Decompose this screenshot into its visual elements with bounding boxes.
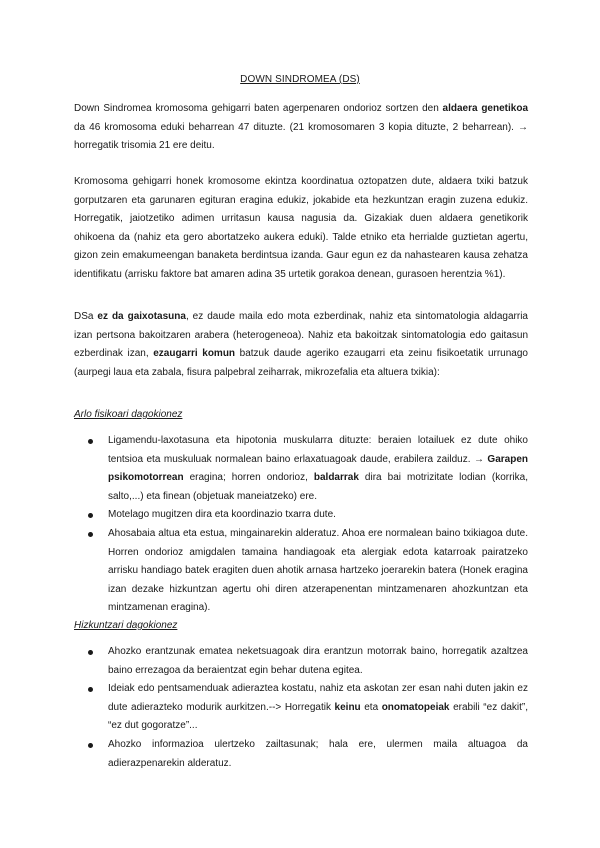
bullet-icon xyxy=(88,532,93,537)
list-item: Ideiak edo pentsamenduak adieraztea kostatu, nahiz eta askotan zer esan nahi duten jakin ez dute adierazteko modurik aurkitzen.--> Horregatik keinu eta onomatopeiak erabili “ez dakit”, “ez dut gogoratze”... xyxy=(74,680,528,736)
paragraph-intro xyxy=(74,100,528,156)
bold-gestures: keinu xyxy=(334,701,361,713)
p3-bold-common-traits: ezaugarri komun xyxy=(153,348,236,360)
intro-bold-genetic-variant: aldaera genetikoa xyxy=(442,103,528,114)
p3-bold-not-disease: ez da gaixotasuna xyxy=(97,311,186,322)
document-title: DOWN SINDROMEA (DS) xyxy=(240,74,360,85)
physical-list xyxy=(74,432,528,618)
section-heading-physical: Arlo fisikoari dagokionez xyxy=(74,409,183,420)
paragraph-not-disease xyxy=(74,308,528,382)
bullet-icon xyxy=(88,513,93,518)
bullet-icon xyxy=(88,743,93,748)
bold-clumsy: baldarrak xyxy=(313,472,359,484)
bold-psychomotor: Garapen psikomotorrean xyxy=(108,453,528,484)
list-item: Ligamendu-laxotasuna eta hipotonia muskularra dituzte: beraien lotailuek ez dute ohiko tentsioa eta muskuluak normalean baino erlaxatuagoak daude, erabilera zailduz. → Garapen psikomotorrean eragina; horren ondorioz, baldarrak dira bai motrizitate lodian (korrika, salto,...) eta finean (objetuak maneiatzeko) ere. xyxy=(74,432,528,506)
bullet-icon xyxy=(88,650,93,655)
bold-onomatopoeia: onomatopeiak xyxy=(381,701,450,713)
list-item: Motelago mugitzen dira eta koordinazio txarra dute. xyxy=(74,506,528,525)
section-heading-language: Hizkuntzari dagokionez xyxy=(74,620,178,631)
p3-text-e: batzuk daude ageriko ezaugarri eta zeinu fisikoetatik urrunago (aurpegi laua eta zabala, fisura palpebral zeiharrak, mikrozefalia eta altuera txikia): xyxy=(74,348,528,378)
intro-text-c: da 46 kromosoma eduki beharrean 47 dituzte. (21 kromosomaren 3 kopia dituzte, 2 beharrean). → horregatik trisomia 21 ere deitu. xyxy=(74,121,528,152)
list-item: Ahosabaia altua eta estua, mingainarekin alderatuz. Ahoa ere normalean baino txikiagoa dute. Horren ondorioz amigdalen tamaina handiagoak eta alergiak edota katarroak pairatzeko arrisku handiago batek eragiten duen ahotik arnasa hartzeko joerarekin batera (Honek eragina izan dezake hizkuntzan agertu ohi diren atzerapenentan mintzamenaren ahozkuntzan eta mintzamenan eragina). xyxy=(74,525,528,618)
bullet-icon xyxy=(88,687,93,692)
paragraph-chromosome: Kromosoma gehigarri honek kromosome ekintza koordinatua oztopatzen dute, aldaera txiki batzuk gorputzaren eta garunaren egituran eragina edukiz, jokabide eta hezkuntzan eragin zuzena edukiz. Horregatik, jaiotzetiko adimen urritasun kausa nagusia da. Gizakiak duen aldaera genetikorik ohikoena da (nahiz eta gero abortatzeko aukera eduki). Talde etniko eta herrialde guztietan agertu, gizon zein emakumeengan banaketa berdintsua izanda. Gaur egun ez da nahastearen kausa zehatza identifikatu (arrisku faktore bat amaren adina 35 urtetik gorakoa denean, gurasoen herentzia %1). xyxy=(74,176,528,280)
list-item: Ahozko informazioa ulertzeko zailtasunak; hala ere, ulermen maila altuagoa da adierazpenarekin alderatuz. xyxy=(74,736,528,773)
intro-text-a: Down Sindromea kromosoma gehigarri baten agerpenaren ondorioz sortzen den xyxy=(74,103,443,114)
language-list xyxy=(74,643,528,773)
p3-text-a: DSa xyxy=(74,311,98,322)
p3-text-c: , ez daude maila edo mota ezberdinak, nahiz eta sintomatologia aldagarria izan pertsona bakoitzaren arabera (heterogeneoa). Nahiz eta bakoitzak sintomatologia edo gaitasun ezberdinak izan, xyxy=(74,311,528,360)
list-item: Ahozko erantzunak ematea neketsuagoak dira erantzun motorrak baino, horregatik azaltzea baino errezagoa da beraientzat egin behar dutena egitea. xyxy=(74,643,528,680)
bullet-icon xyxy=(88,439,93,444)
